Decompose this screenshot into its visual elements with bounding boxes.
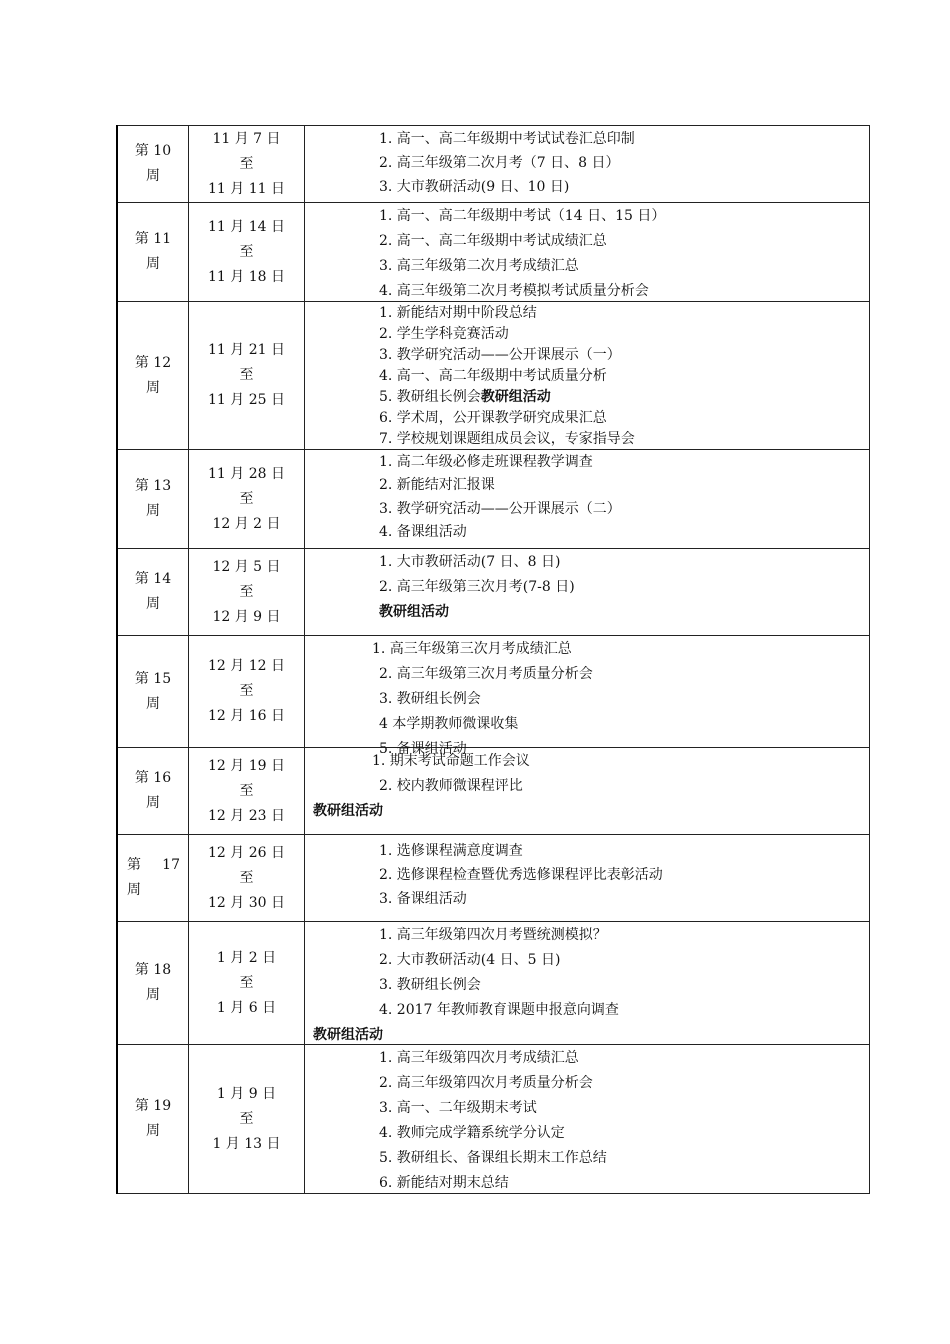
week-unit: 周 bbox=[146, 168, 160, 184]
table-row bbox=[117, 549, 870, 636]
week-label bbox=[118, 853, 188, 878]
date-end: 11 月 11 日 bbox=[208, 180, 285, 197]
list-item-text: 5. 教研组长例会 bbox=[379, 388, 481, 405]
items-cell bbox=[305, 302, 870, 450]
week-cell bbox=[117, 203, 189, 302]
date-cell bbox=[189, 835, 305, 922]
list-item: 2. 学生学科竞赛活动 bbox=[379, 325, 509, 342]
date-start: 11 月 14 日 bbox=[208, 218, 285, 235]
date-cell bbox=[189, 450, 305, 549]
list-item: 2. 高三年级第三次月考(7-8 日) bbox=[379, 578, 575, 595]
item-list bbox=[305, 637, 869, 757]
date-cell bbox=[189, 302, 305, 450]
week-label: 第 11 bbox=[134, 231, 172, 247]
week-unit: 周 bbox=[146, 596, 160, 612]
items-cell bbox=[305, 126, 870, 203]
list-item: 1. 选修课程满意度调查 bbox=[379, 842, 523, 859]
list-item: 3. 教研组长例会 bbox=[379, 690, 481, 707]
week-label: 第 18 bbox=[134, 962, 172, 978]
table-row bbox=[117, 922, 870, 1045]
item-list bbox=[305, 836, 869, 921]
date-separator: 至 bbox=[239, 367, 254, 383]
list-item: 3. 高三年级第二次月考成绩汇总 bbox=[379, 257, 579, 274]
date-start: 12 月 26 日 bbox=[208, 844, 285, 861]
list-item: 1. 新能结对期中阶段总结 bbox=[379, 304, 537, 321]
item-list bbox=[305, 127, 869, 202]
week-unit: 周 bbox=[146, 1123, 160, 1139]
date-end: 11 月 25 日 bbox=[208, 392, 285, 408]
list-item: 2. 高三年级第四次月考质量分析会 bbox=[379, 1074, 593, 1091]
list-item: 1. 高一、高二年级期中考试试卷汇总印制 bbox=[379, 130, 635, 147]
list-item-bold: 教研组活动 bbox=[313, 802, 383, 819]
list-item: 2. 高一、高二年级期中考试成绩汇总 bbox=[379, 232, 607, 249]
date-cell bbox=[189, 549, 305, 636]
item-list bbox=[305, 550, 869, 635]
list-item: 1. 大市教研活动(7 日、8 日) bbox=[379, 553, 561, 570]
list-item: 5. 教研组长、备课组长期末工作总结 bbox=[379, 1149, 607, 1166]
week-unit: 周 bbox=[127, 882, 141, 898]
date-start: 1 月 2 日 bbox=[216, 949, 277, 966]
list-item-bold: 教研组活动 bbox=[379, 603, 449, 620]
date-separator: 至 bbox=[239, 974, 254, 991]
date-cell bbox=[189, 922, 305, 1045]
date-end: 12 月 23 日 bbox=[208, 807, 285, 824]
date-end: 12 月 2 日 bbox=[212, 515, 281, 532]
date-cell bbox=[189, 1045, 305, 1194]
week-cell bbox=[117, 748, 189, 835]
table-row bbox=[117, 450, 870, 549]
date-separator: 至 bbox=[239, 869, 254, 886]
item-list bbox=[305, 451, 869, 548]
date-start: 12 月 19 日 bbox=[208, 757, 285, 774]
items-cell bbox=[305, 450, 870, 549]
list-item-bold: 教研组活动 bbox=[313, 1026, 383, 1043]
list-item: 2. 新能结对汇报课 bbox=[379, 477, 495, 493]
date-end: 11 月 18 日 bbox=[208, 268, 285, 285]
week-unit: 周 bbox=[146, 256, 160, 272]
date-cell bbox=[189, 203, 305, 302]
list-item: 1. 高三年级第四次月考成绩汇总 bbox=[379, 1049, 579, 1066]
table-row bbox=[117, 1045, 870, 1194]
date-start: 11 月 28 日 bbox=[208, 465, 285, 482]
week-label: 第 16 bbox=[134, 770, 172, 786]
list-item: 1. 高三年级第四次月考暨统测模拟？ bbox=[379, 926, 607, 943]
week-unit: 周 bbox=[146, 695, 160, 712]
items-cell bbox=[305, 748, 870, 835]
date-end: 12 月 30 日 bbox=[208, 894, 285, 911]
week-prefix: 第 bbox=[127, 857, 141, 873]
date-end: 1 月 6 日 bbox=[216, 999, 277, 1016]
list-item: 5. 备课组活动 bbox=[379, 740, 467, 757]
list-item: 3. 高一、二年级期末考试 bbox=[379, 1099, 537, 1116]
week-label: 第 15 bbox=[134, 670, 172, 687]
list-item: 2. 选修课程检查暨优秀选修课程评比表彰活动 bbox=[379, 866, 663, 883]
list-item: 6. 新能结对期末总结 bbox=[379, 1174, 509, 1191]
items-cell bbox=[305, 636, 870, 757]
list-item-bold: 教研组活动 bbox=[480, 388, 551, 405]
list-item: 3. 教学研究活动——公开课展示（一） bbox=[379, 346, 621, 363]
date-separator: 至 bbox=[239, 1110, 254, 1127]
week-unit: 周 bbox=[146, 987, 160, 1003]
date-cell bbox=[189, 126, 305, 203]
table-row bbox=[117, 126, 870, 203]
list-item: 4. 教师完成学籍系统学分认定 bbox=[379, 1124, 565, 1141]
week-label: 第 10 bbox=[134, 143, 172, 159]
list-item: 3. 教研组长例会 bbox=[379, 976, 481, 993]
date-cell bbox=[189, 636, 305, 748]
list-item: 2. 高三年级第三次月考质量分析会 bbox=[379, 665, 593, 682]
list-item bbox=[379, 387, 869, 408]
item-list bbox=[305, 923, 869, 1044]
table-row bbox=[117, 835, 870, 922]
list-item: 2. 校内教师微课程评比 bbox=[379, 777, 523, 794]
items-cell bbox=[305, 1045, 870, 1194]
list-item: 7. 学校规划课题组成员会议，专家指导会 bbox=[379, 430, 635, 447]
item-list bbox=[305, 1046, 869, 1193]
date-separator: 至 bbox=[239, 683, 254, 699]
week-unit: 周 bbox=[146, 379, 160, 396]
table-row bbox=[117, 203, 870, 302]
items-cell bbox=[305, 549, 870, 636]
table-row bbox=[117, 748, 870, 835]
list-item: 4. 高三年级第二次月考模拟考试质量分析会 bbox=[379, 282, 649, 299]
list-item: 3. 教学研究活动——公开课展示（二） bbox=[379, 500, 621, 517]
week-label: 第 12 bbox=[134, 354, 172, 371]
list-item: 4 本学期教师微课收集 bbox=[379, 715, 519, 732]
items-cell bbox=[305, 835, 870, 922]
list-item: 2. 高三年级第二次月考（7 日、8 日） bbox=[379, 154, 620, 171]
date-start: 12 月 5 日 bbox=[212, 558, 281, 575]
week-cell bbox=[117, 450, 189, 549]
items-cell bbox=[305, 922, 870, 1045]
list-item: 3. 备课组活动 bbox=[379, 890, 467, 907]
item-list bbox=[305, 204, 869, 301]
list-item: 4. 备课组活动 bbox=[379, 524, 467, 540]
list-item: 4. 高一、高二年级期中考试质量分析 bbox=[379, 367, 607, 384]
week-cell bbox=[117, 126, 189, 203]
week-number: 17 bbox=[162, 857, 180, 873]
date-cell bbox=[189, 748, 305, 835]
week-cell bbox=[117, 922, 189, 1045]
list-item: 2. 大市教研活动(4 日、5 日) bbox=[379, 951, 561, 968]
table-row bbox=[117, 636, 870, 748]
items-cell bbox=[305, 203, 870, 302]
date-start: 11 月 21 日 bbox=[208, 342, 285, 358]
date-separator: 至 bbox=[239, 243, 254, 260]
date-start: 11 月 7 日 bbox=[212, 130, 281, 147]
week-cell bbox=[117, 1045, 189, 1194]
date-start: 12 月 12 日 bbox=[208, 658, 285, 674]
item-list bbox=[305, 749, 869, 834]
date-separator: 至 bbox=[239, 155, 254, 172]
list-item: 4. 2017 年教师教育课题申报意向调查 bbox=[379, 1001, 619, 1018]
week-label: 第 19 bbox=[134, 1098, 172, 1114]
list-item: 1. 高二年级必修走班课程教学调查 bbox=[379, 453, 593, 470]
list-item: 1. 高一、高二年级期中考试（14 日、15 日） bbox=[379, 207, 666, 224]
week-cell bbox=[117, 636, 189, 748]
week-unit: 周 bbox=[146, 795, 160, 811]
week-cell bbox=[117, 549, 189, 636]
date-start: 1 月 9 日 bbox=[216, 1085, 277, 1102]
date-end: 12 月 16 日 bbox=[208, 708, 285, 724]
list-item: 6. 学术周，公开课教学研究成果汇总 bbox=[379, 409, 607, 426]
date-separator: 至 bbox=[239, 490, 254, 507]
list-item: 1. 期末考试命题工作会议 bbox=[372, 752, 530, 769]
item-list bbox=[305, 303, 869, 449]
week-cell bbox=[117, 835, 189, 922]
list-item: 1. 高三年级第三次月考成绩汇总 bbox=[372, 640, 572, 657]
week-unit: 周 bbox=[146, 503, 160, 519]
date-separator: 至 bbox=[239, 782, 254, 799]
list-item: 3. 大市教研活动(9 日、10 日) bbox=[379, 178, 570, 195]
week-label: 第 14 bbox=[134, 571, 172, 587]
week-label: 第 13 bbox=[134, 478, 172, 494]
table-row bbox=[117, 302, 870, 450]
date-end: 12 月 9 日 bbox=[212, 608, 281, 625]
date-end: 1 月 13 日 bbox=[212, 1135, 281, 1152]
schedule-table bbox=[116, 125, 870, 1194]
week-cell bbox=[117, 302, 189, 450]
date-separator: 至 bbox=[239, 583, 254, 600]
